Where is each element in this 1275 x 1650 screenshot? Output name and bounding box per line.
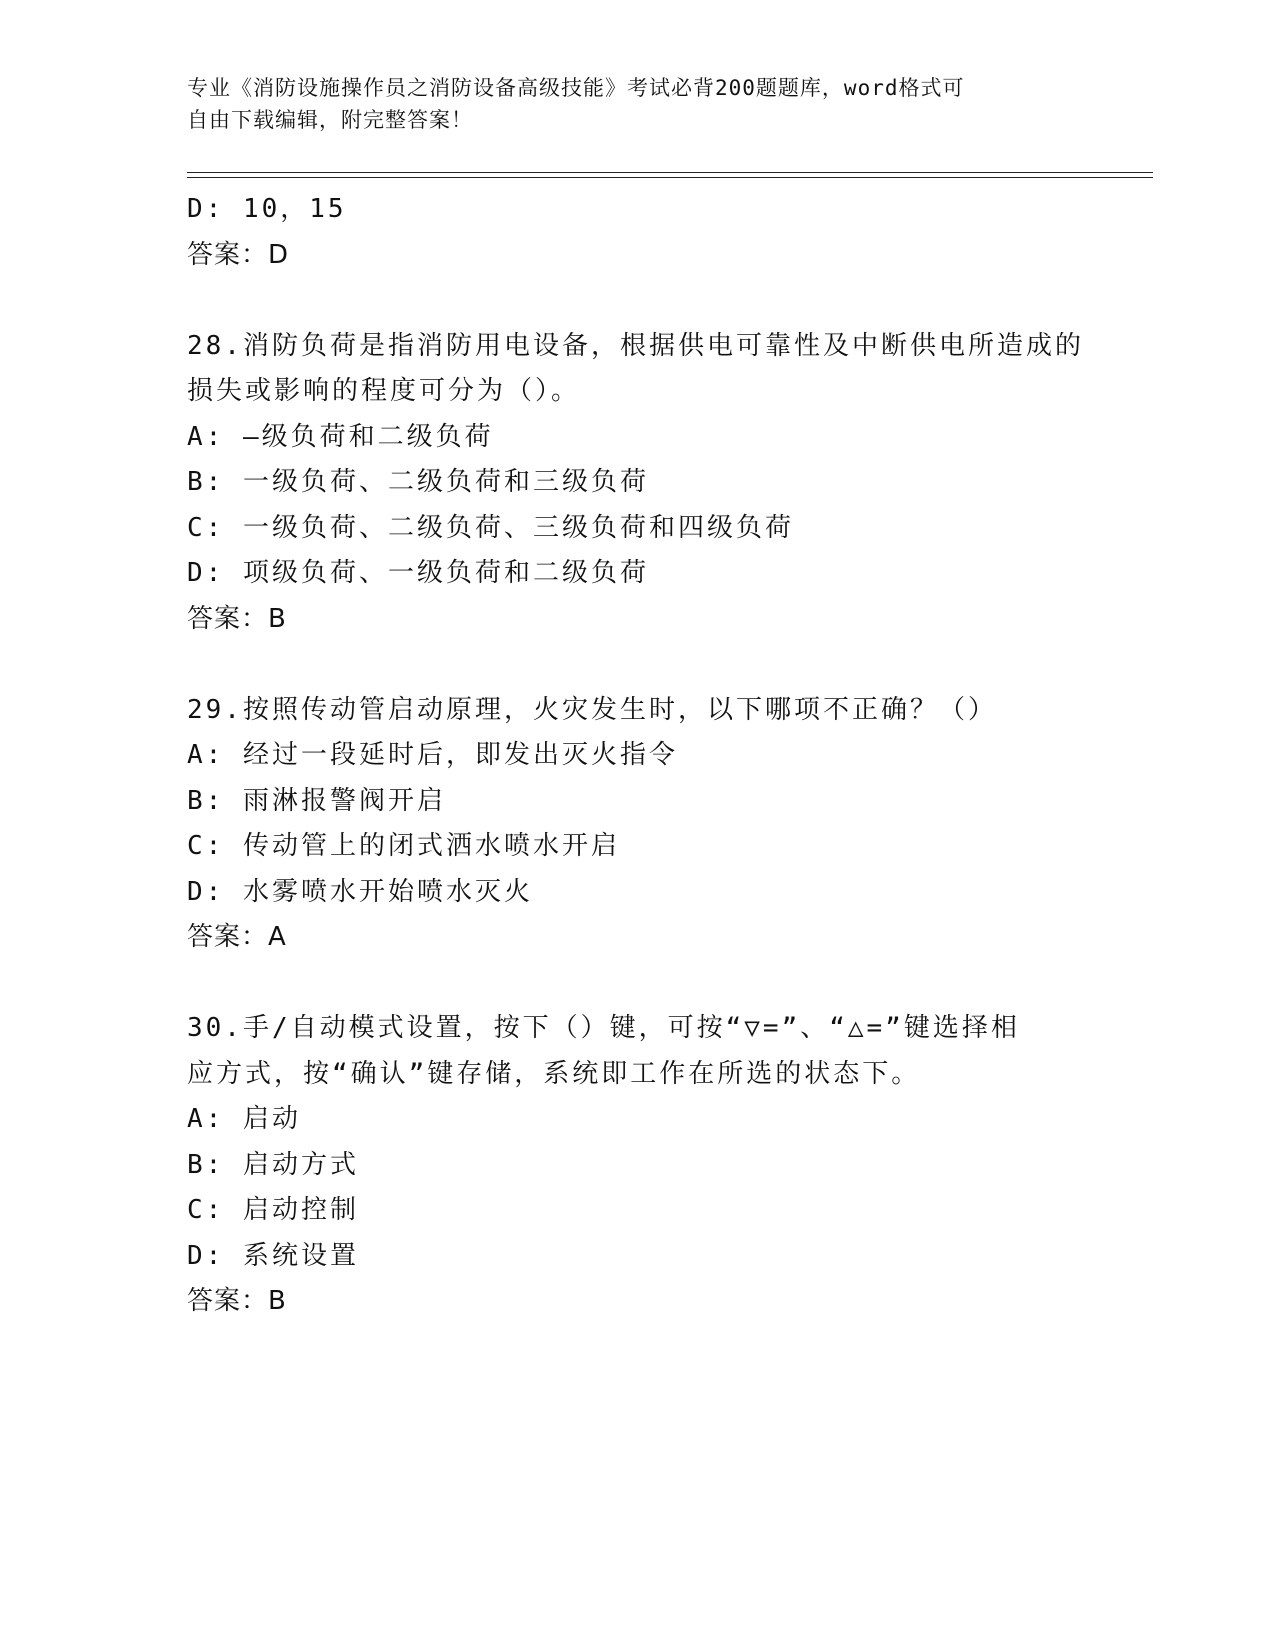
prev-option-d: D: 10，15 — [187, 194, 347, 224]
answer: 答案：A — [187, 922, 287, 952]
spacer — [187, 642, 1087, 688]
option-c: C: 传动管上的闭式洒水喷水开启 — [187, 831, 620, 861]
option-b: B: 启动方式 — [187, 1149, 359, 1180]
header-line-2: 自由下载编辑，附完整答案！ — [187, 108, 473, 132]
header-rule-bottom — [187, 177, 1153, 178]
answer: 答案：B — [187, 1286, 287, 1316]
option-a: A: 经过一段延时后，即发出灭火指令 — [187, 740, 678, 770]
header-line-1: 专业《消防设施操作员之消防设备高级技能》考试必背200题题库，word格式可 — [187, 76, 965, 100]
question-stem: 应方式，按“确认”键存储，系统即工作在所选的状态下。 — [187, 1058, 921, 1089]
question-stem: 29.按照传动管启动原理，火灾发生时，以下哪项不正确？（） — [187, 694, 997, 725]
document-header — [187, 72, 1067, 136]
option-a: A: 启动 — [187, 1104, 301, 1134]
question-stem: 损失或影响的程度可分为（）。 — [187, 376, 581, 406]
option-a: A: —级负荷和二级负荷 — [187, 421, 494, 452]
header-rule-top — [187, 172, 1153, 173]
spacer — [187, 278, 1087, 324]
option-c: C: 启动控制 — [187, 1195, 359, 1225]
question-28 — [187, 324, 1087, 643]
question-29 — [187, 688, 1087, 961]
option-b: B: 一级负荷、二级负荷和三级负荷 — [187, 467, 649, 497]
option-b: B: 雨淋报警阀开启 — [187, 785, 446, 816]
question-stem: 28.消防负荷是指消防用电设备，根据供电可靠性及中断供电所造成的 — [187, 330, 1084, 361]
question-stem: 30.手/自动模式设置，按下（）键，可按“▽=”、“△=”键选择相 — [187, 1013, 1020, 1043]
prev-answer: 答案：D — [187, 239, 290, 270]
question-content — [187, 187, 1087, 1325]
question-30 — [187, 1006, 1087, 1325]
answer: 答案：B — [187, 603, 287, 634]
option-d: D: 水雾喷水开始喷水灭火 — [187, 876, 533, 907]
spacer — [187, 961, 1087, 1007]
option-d: D: 项级负荷、一级负荷和二级负荷 — [187, 558, 649, 588]
option-d: D: 系统设置 — [187, 1240, 359, 1271]
option-c: C: 一级负荷、二级负荷、三级负荷和四级负荷 — [187, 512, 794, 543]
